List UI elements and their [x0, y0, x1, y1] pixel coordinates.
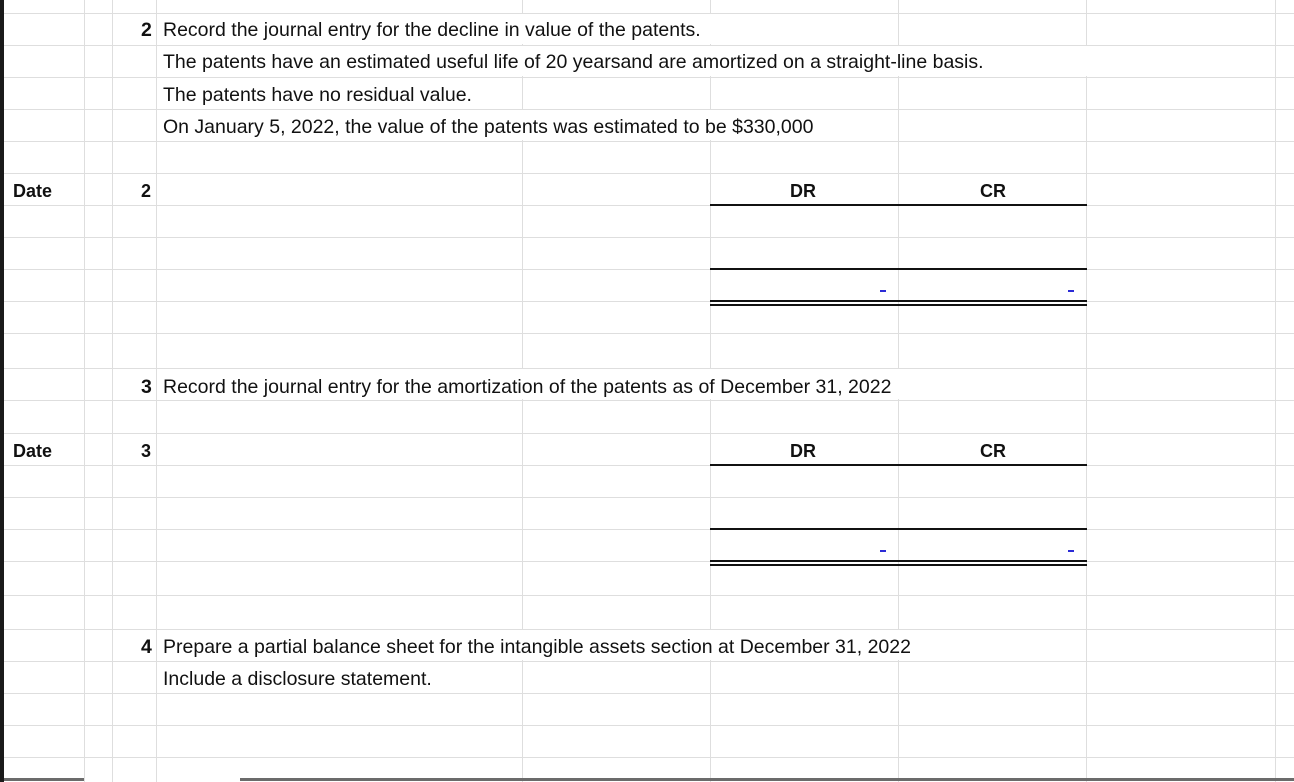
double-underline: [710, 300, 1087, 302]
row-gridline: [4, 595, 1294, 596]
dr-header: DR: [790, 441, 816, 461]
question-number: 3: [141, 376, 152, 398]
dr-total-dash: [880, 550, 886, 552]
column-gridline: [112, 0, 113, 782]
row-gridline: [4, 173, 1294, 174]
row-header-edge: [0, 0, 4, 782]
dr-header: DR: [790, 181, 816, 201]
row-gridline: [4, 333, 1294, 334]
question-text: Record the journal entry for the amortization of the patents as of December 31, 2022: [163, 376, 892, 398]
question-text: The patents have no residual value.: [163, 84, 472, 106]
entry-number: 2: [141, 181, 152, 201]
cr-total-dash: [1068, 290, 1074, 292]
question-text: The patents have an estimated useful life of 20 yearsand are amortized on a straight-line basis.: [163, 51, 984, 73]
row-gridline: [4, 433, 1294, 434]
row-gridline: [4, 205, 1294, 206]
cr-header: CR: [980, 441, 1006, 461]
row-gridline: [4, 497, 1294, 498]
question-text: On January 5, 2022, the value of the patents was estimated to be $330,000: [163, 116, 814, 138]
column-gridline: [84, 0, 85, 782]
bottom-edge: [240, 778, 1294, 781]
row-gridline: [4, 400, 1294, 401]
dr-total-dash: [880, 290, 886, 292]
question-text: Include a disclosure statement.: [163, 668, 432, 690]
row-gridline: [4, 301, 1294, 302]
column-gridline: [1086, 0, 1087, 782]
cr-header: CR: [980, 181, 1006, 201]
row-gridline: [4, 269, 1294, 270]
date-label: Date: [13, 181, 53, 201]
question-number: 4: [141, 636, 152, 658]
row-gridline: [4, 141, 1294, 142]
cr-total-dash: [1068, 550, 1074, 552]
question-number: 2: [141, 19, 152, 41]
row-gridline: [4, 693, 1294, 694]
row-gridline: [4, 561, 1294, 562]
double-underline: [710, 560, 1087, 562]
question-text: Record the journal entry for the decline in value of the patents.: [163, 19, 701, 41]
row-gridline: [4, 725, 1294, 726]
double-underline: [710, 304, 1087, 306]
total-line: [710, 528, 1087, 530]
bottom-edge: [4, 778, 84, 781]
row-gridline: [4, 757, 1294, 758]
column-gridline: [1275, 0, 1276, 782]
row-gridline: [4, 465, 1294, 466]
entry-number: 3: [141, 441, 152, 461]
row-gridline: [4, 529, 1294, 530]
header-underline: [710, 204, 1087, 206]
double-underline: [710, 564, 1087, 566]
header-underline: [710, 464, 1087, 466]
total-line: [710, 268, 1087, 270]
date-label: Date: [13, 441, 53, 461]
question-text: Prepare a partial balance sheet for the intangible assets section at December 31, 2022: [163, 636, 911, 658]
row-gridline: [4, 237, 1294, 238]
